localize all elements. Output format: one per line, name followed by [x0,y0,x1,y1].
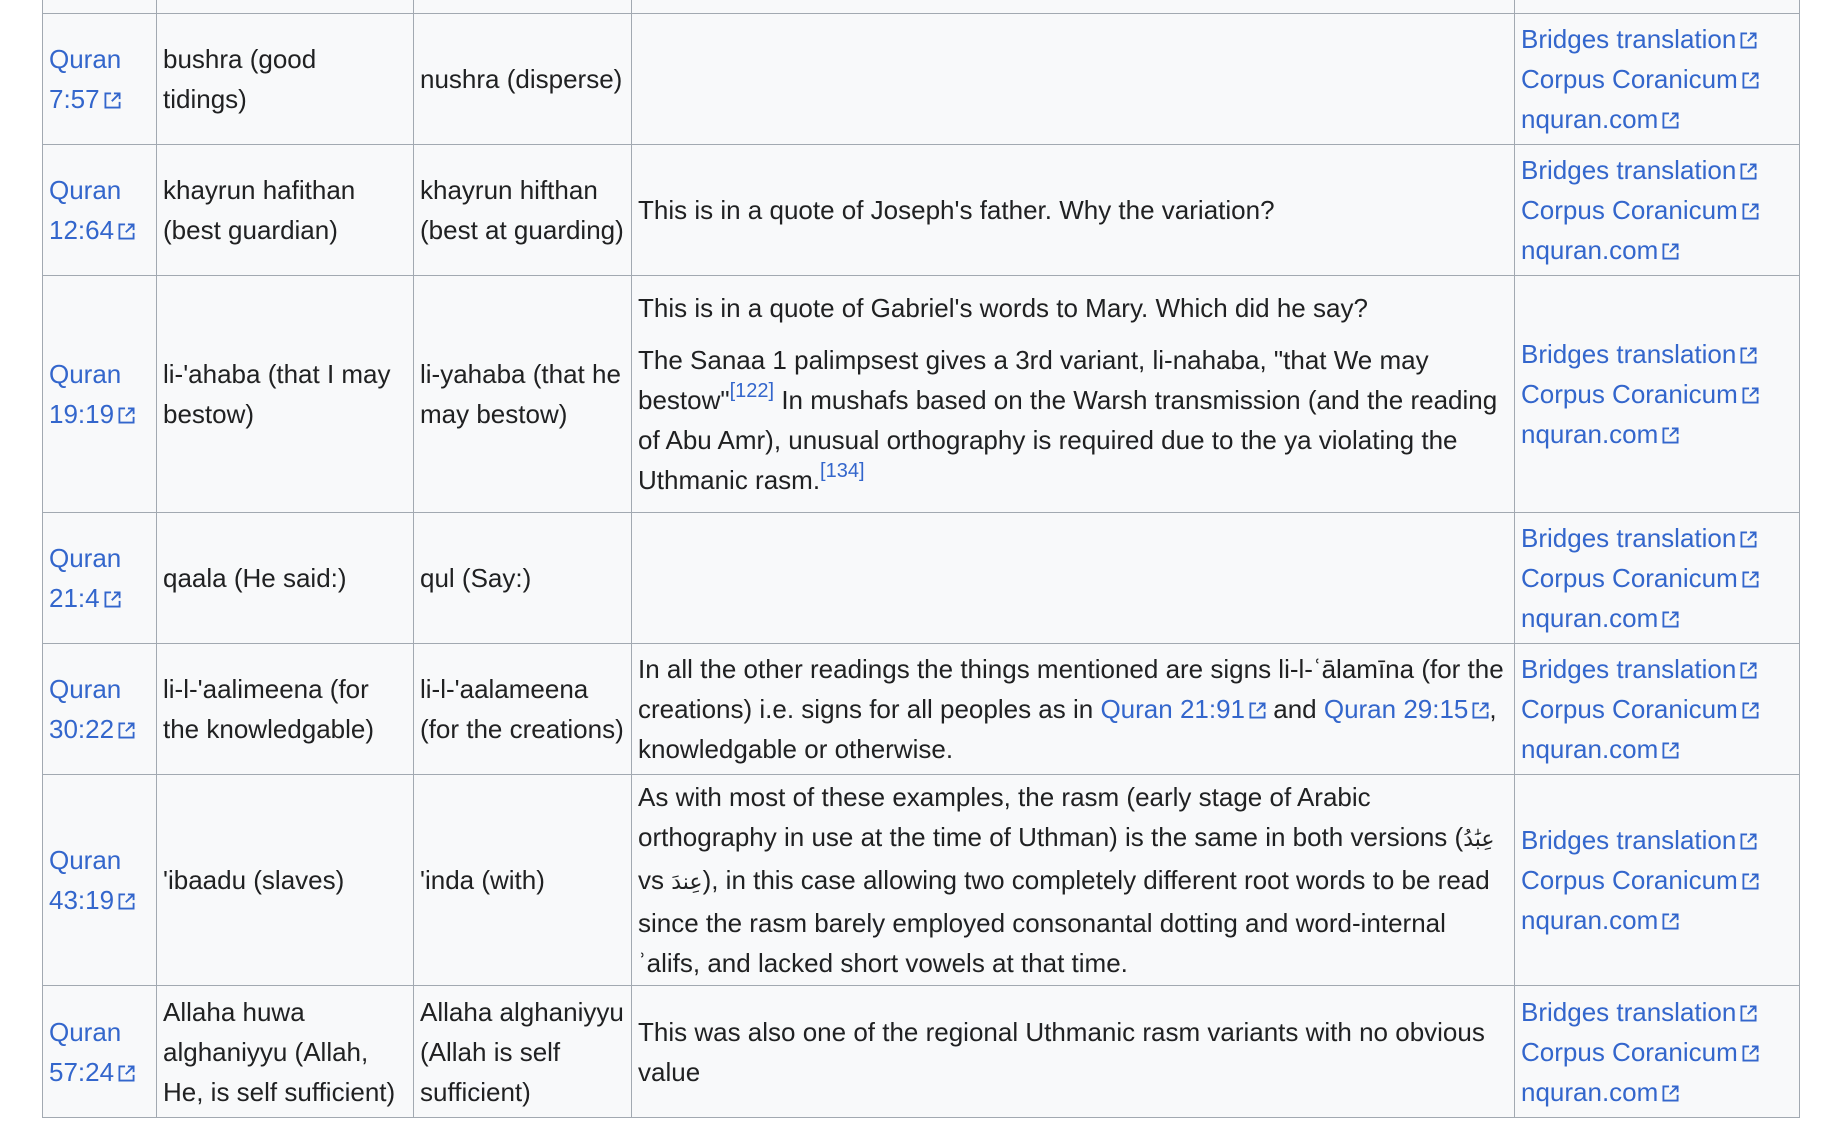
verse-link-label: Quran [49,175,122,205]
table-cell [43,0,157,14]
external-link-icon [1742,203,1759,220]
comment-text: As with most of these examples, the rasm (early stage of Arabic orthography in use at the time of Uthman) is the same in both versions ( [638,782,1464,852]
links-cell [1515,513,1800,644]
corpus-coranicum-link[interactable]: Corpus Coranicum [1521,1032,1793,1072]
verse-link-number: 43:19 [49,885,115,915]
bridges-translation-link[interactable]: Bridges translation [1521,334,1793,374]
comment-cell: This was also one of the regional Uthmanic rasm variants with no obvious value [632,986,1515,1118]
arabic-text: عِندَ [671,870,703,895]
verse-link[interactable] [49,538,150,618]
external-link-icon [1472,702,1489,719]
verse-cell [43,644,157,775]
links-cell [1515,986,1800,1118]
bridges-translation-link[interactable]: Bridges translation [1521,992,1793,1032]
verse-link-number: 7:57 [49,84,100,114]
comment-paragraph [638,340,1508,500]
external-link-icon [1740,662,1757,679]
comment-cell: This is in a quote of Joseph's father. Why the variation? [632,145,1515,276]
table-row [43,986,1800,1118]
external-link-icon [1742,702,1759,719]
variant-readings-table-container [42,0,1800,1118]
comment-text: In mushafs based on the Warsh transmission (and the reading of Abu Amr), unusual orthography is required due to the ya violating the Uthmanic rasm. [638,385,1498,495]
verse-link[interactable] [49,39,150,119]
corpus-coranicum-link[interactable]: Corpus Coranicum [1521,59,1793,99]
verse-cell [43,986,157,1118]
external-link-icon [118,722,135,739]
table-row [43,513,1800,644]
nquran-link[interactable]: nquran.com [1521,729,1793,769]
comment-paragraph: This is in a quote of Gabriel's words to Mary. Which did he say? [638,293,1368,323]
verse-link-number: 57:24 [49,1056,115,1087]
external-link-icon [118,1065,135,1082]
table-row [43,775,1800,986]
table-row [43,276,1800,513]
external-link-icon [1249,702,1266,719]
table-row [43,14,1800,145]
external-link-icon [1662,112,1679,129]
table-cell [414,0,632,14]
verse-link[interactable] [49,354,150,434]
reading-a-cell: li-'ahaba (that I may bestow) [157,276,414,513]
verse-cell [43,775,157,986]
comment-cell [632,513,1515,644]
corpus-coranicum-link[interactable]: Corpus Coranicum [1521,558,1793,598]
nquran-link[interactable]: nquran.com [1521,900,1793,940]
table-cell [632,0,1515,14]
external-link-icon [1740,1005,1757,1022]
citation-ref[interactable] [820,460,864,482]
external-link-icon [1662,913,1679,930]
verse-link-number: 19:19 [49,399,115,429]
comment-cell [632,14,1515,145]
corpus-coranicum-link[interactable]: Corpus Coranicum [1521,190,1793,230]
comment-cell [632,276,1515,513]
external-link-icon [1662,427,1679,444]
comment-text: ), in this case allowing two completely different root words to be read since the rasm barely employed consonantal dotting and word-internal ʾalifs, and lacked short vowels at that time. [638,865,1490,978]
reading-b-cell: 'inda (with) [414,775,632,986]
external-link-icon [104,92,121,109]
external-link-icon [1740,347,1757,364]
table-row-clipped [43,0,1800,14]
verse-link[interactable] [49,840,150,920]
external-link-icon [1662,243,1679,260]
bridges-translation-link[interactable]: Bridges translation [1521,19,1793,59]
table-cell [157,0,414,14]
corpus-coranicum-link[interactable]: Corpus Coranicum [1521,689,1793,729]
reading-b-cell: li-l-'aalameena (for the creations) [414,644,632,775]
comment-text: vs [638,865,672,895]
verse-cell [43,145,157,276]
verse-link-label: Quran [49,674,122,704]
verse-cell [43,276,157,513]
external-link-icon [1742,387,1759,404]
external-link-icon [1662,742,1679,759]
reading-a-cell: khayrun hafithan (best guardian) [157,145,414,276]
variant-readings-table [42,0,1800,1118]
citation-link[interactable]: [134] [820,460,865,482]
reading-a-cell: bushra (good tidings) [157,14,414,145]
reading-a-cell: 'ibaadu (slaves) [157,775,414,986]
citation-link[interactable]: [122] [729,380,775,402]
nquran-link[interactable]: nquran.com [1521,1072,1793,1112]
external-link-icon [118,407,135,424]
quran-29-15-link[interactable]: Quran 29:15 [1324,694,1490,724]
links-cell [1515,775,1800,986]
reading-a-cell: qaala (He said:) [157,513,414,644]
links-cell [1515,276,1800,513]
external-link-icon [118,223,135,240]
external-link-icon [1740,833,1757,850]
external-link-icon [1662,1085,1679,1102]
verse-link[interactable] [49,170,150,250]
external-link-icon [1740,531,1757,548]
corpus-coranicum-link[interactable]: Corpus Coranicum [1521,860,1793,900]
table-cell [1515,0,1800,14]
comment-text: The Sanaa 1 palimpsest gives a 3rd variant, li-nahaba, "that We may bestow" [638,345,1429,415]
verse-link-number: 21:4 [49,583,100,613]
external-link-icon [1662,611,1679,628]
verse-link-number: 12:64 [49,215,115,245]
nquran-link[interactable]: nquran.com [1521,414,1793,454]
verse-link-number: 30:22 [49,714,115,744]
reading-b-cell: li-yahaba (that he may bestow) [414,276,632,513]
comment-text: In all the other readings the things mentioned are signs li-l-ʿālamīna (for the creations) i.e. signs for all peoples as in [638,654,1504,724]
verse-cell [43,14,157,145]
comment-cell [632,644,1515,775]
bridges-translation-link[interactable]: Bridges translation [1521,820,1793,860]
table-row [43,644,1800,775]
verse-link-label: Quran [49,359,122,389]
nquran-link[interactable]: nquran.com [1521,598,1793,638]
reading-a-cell: Allaha huwa alghaniyyu (Allah, He, is self sufficient) [157,986,414,1118]
quran-21-91-link[interactable]: Quran 21:91 [1100,694,1266,724]
links-cell [1515,145,1800,276]
external-link-icon [1742,72,1759,89]
table-row [43,145,1800,276]
reading-b-cell: Allaha alghaniyyu (Allah is self sufficient) [414,986,632,1118]
citation-ref[interactable] [730,380,774,402]
external-link-icon [1740,32,1757,49]
verse-link-label: Quran [49,543,122,573]
comment-text: and [1266,694,1324,724]
external-link-icon [1742,1045,1759,1062]
verse-link[interactable] [49,1012,150,1092]
verse-link[interactable] [49,669,150,749]
reading-b-cell: nushra (disperse) [414,14,632,145]
comment-text: , knowledgable or otherwise. [638,694,1497,764]
bridges-translation-link[interactable]: Bridges translation [1521,649,1793,689]
external-link-icon [104,591,121,608]
verse-link-label: Quran [49,1016,122,1047]
bridges-translation-link[interactable]: Bridges translation [1521,150,1793,190]
reading-b-cell: khayrun hifthan (best at guarding) [414,145,632,276]
links-cell [1515,14,1800,145]
nquran-link[interactable]: nquran.com [1521,230,1793,270]
verse-link-label: Quran [49,44,122,74]
nquran-link[interactable]: nquran.com [1521,99,1793,139]
comment-cell [632,775,1515,986]
external-link-icon [1740,163,1757,180]
reading-a-cell: li-l-'aalimeena (for the knowledgable) [157,644,414,775]
external-link-icon [118,893,135,910]
bridges-translation-link[interactable]: Bridges translation [1521,518,1793,558]
external-link-icon [1742,873,1759,890]
external-link-icon [1742,571,1759,588]
verse-cell [43,513,157,644]
reading-b-cell: qul (Say:) [414,513,632,644]
links-cell [1515,644,1800,775]
corpus-coranicum-link[interactable]: Corpus Coranicum [1521,374,1793,414]
verse-link-label: Quran [49,845,122,875]
arabic-text: عِبَٰدُ [1463,827,1495,852]
